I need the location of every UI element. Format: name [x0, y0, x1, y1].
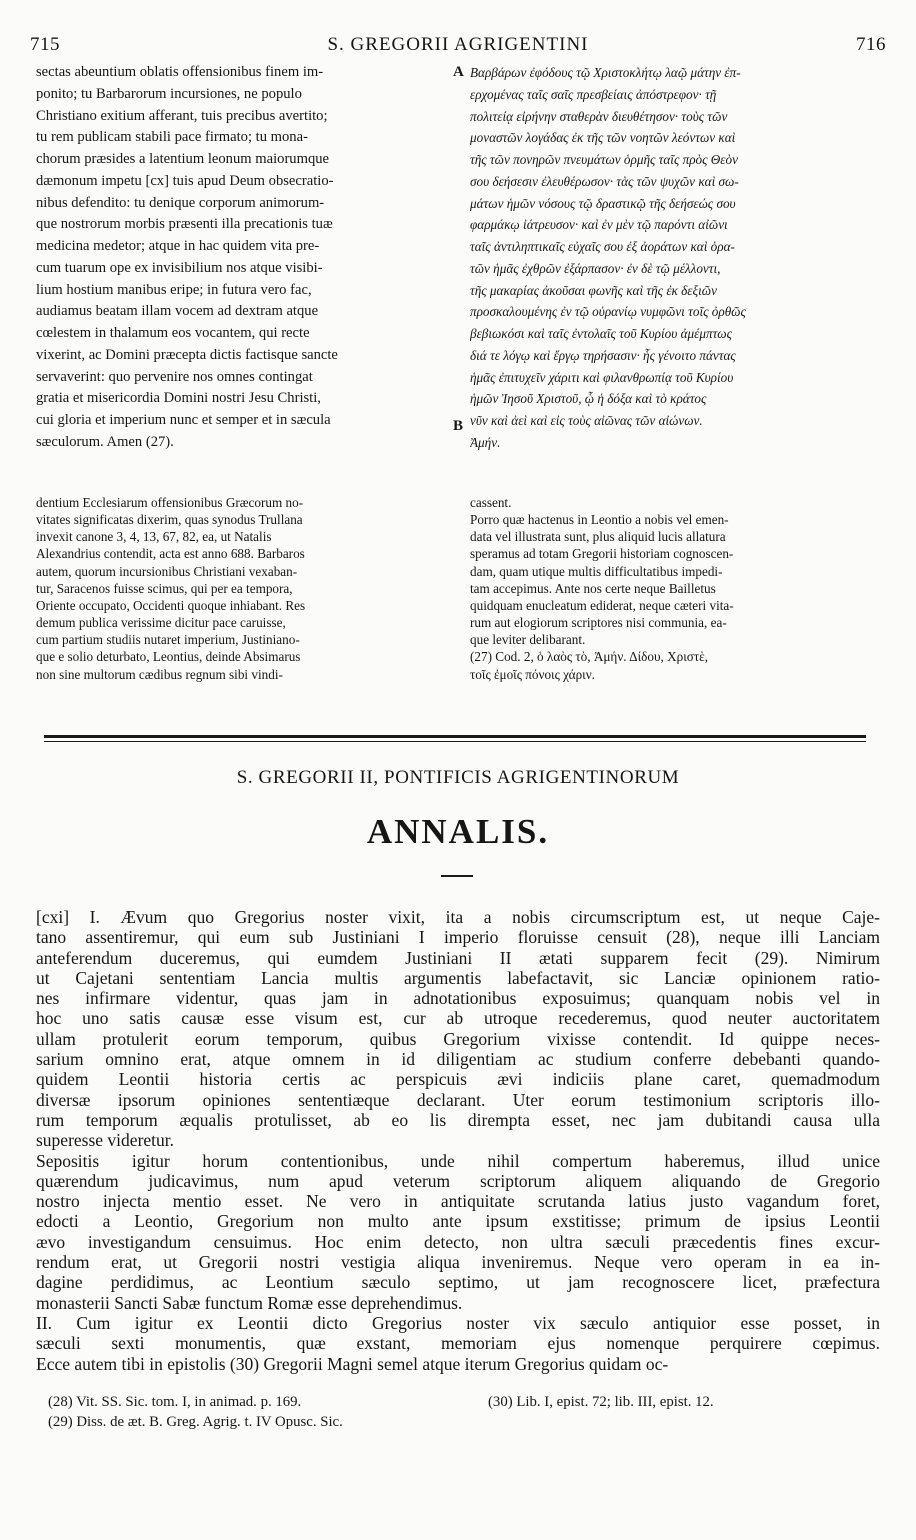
- greek-column-top: [470, 62, 882, 454]
- annalis-body-text: [36, 907, 880, 1374]
- text-line: quærendum judicavimus, num apud veterum scriptorum aliquem aliquando de Gregorio: [36, 1170, 880, 1191]
- text-line: μάτων ἡμῶν νόσους τῷ δραστικῷ τῆς δεήσεώς σου: [470, 195, 736, 211]
- text-line: νῦν καὶ ἀεὶ καὶ εἰς τοὺς αἰῶνας τῶν αἰώνων.: [470, 413, 703, 428]
- text-line: demum publica verissime dicitur pace caruisse,: [36, 615, 286, 631]
- text-line: cum tuarum ope ex invisibilium nos atque visibi-: [36, 259, 323, 276]
- text-line: σου δεήσεσιν ἐλευθέρωσον· τὰς τῶν ψυχῶν καὶ σω-: [470, 173, 739, 189]
- text-line: cœlestem in thalamum eos vocantem, qui recte: [36, 325, 310, 341]
- text-line: sarium omnino erat, atque omnem in id diligentiam ac studium conferre debebanti quando-: [36, 1049, 880, 1070]
- text-line: tano assentiremur, qui eum sub Justiniani I imperio floruisse censuit (28), neque illi Lanciam: [36, 927, 880, 948]
- text-line: ponito; tu Barbarorum incursiones, ne populo: [36, 85, 302, 102]
- commentary-notes-left: [36, 494, 448, 683]
- text-line: vixerint, ac Domini præcepta dictis factisque sancte: [36, 346, 338, 363]
- text-line: sectas abeuntium oblatis offensionibus finem im-: [36, 64, 324, 80]
- text-line: ἡμᾶς ἐπιτυχεῖν χάριτι καὶ φιλανθρωπίᾳ τοῦ Κυρίου: [470, 369, 734, 385]
- text-line: data vel illustrata sunt, plus aliquid lucis allatura: [470, 529, 726, 545]
- page-number-right: 716: [856, 34, 886, 55]
- text-line: cassent.: [470, 495, 512, 510]
- text-line: nes infirmare videntur, quas jam in adnotationibus exposuimus; quanquam nobis vel in: [36, 988, 880, 1009]
- text-line: φαρμάκῳ ἰάτρευσον· καὶ ἐν μὲν τῷ παρόντι αἰῶνι: [470, 217, 728, 233]
- text-line: Alexandrius contendit, acta est anno 688. Barbaros: [36, 546, 305, 562]
- text-line: nostro injecta mentio esset. Ne vero in antiquitate scrutanda latius justo vagandum foret,: [36, 1191, 880, 1212]
- main-title: ANNALIS.: [366, 812, 550, 851]
- footnotes-left: [48, 1392, 468, 1432]
- text-line: ταῖς ἀντιληπτικαῖς εὐχαῖς σου ἐξ ἀοράτων καὶ ὁρα-: [470, 239, 735, 254]
- commentary-notes-right: [470, 494, 882, 683]
- text-line: servaverint: quo pervenire nos omnes contingat: [36, 368, 313, 385]
- page-number-left: 715: [30, 34, 60, 55]
- text-line: Ecce autem tibi in epistolis (30) Gregorii Magni semel atque iterum Gregorius quidam oc-: [36, 1353, 669, 1374]
- text-line: τῆς τῶν πονηρῶν πνευμάτων ὁρμῆς ταῖς πρὸς Θεὸν: [470, 152, 738, 167]
- text-line: τῶν ἡμᾶς ἐχθρῶν ἐξάρπασον· ἐν δὲ τῷ μέλλοντι,: [470, 260, 721, 276]
- text-line: nibus defendito: tu denique corporum animorum-: [36, 194, 325, 211]
- text-line: gratia et misericordia Domini nostri Jesu Christi,: [36, 390, 321, 407]
- text-line: tu rem publicam stabili pace firmato; tu mona-: [36, 129, 308, 146]
- text-line: (28) Vit. SS. Sic. tom. I, in animad. p. 169.: [48, 1394, 302, 1410]
- text-line: ullam protulerit eorum temporum, quibus Gregorium vixisse contendit. Id quippe neces-: [36, 1028, 880, 1049]
- text-line: lium hostium manibus eripe; in futura vero fac,: [36, 281, 312, 298]
- section-divider-rule-thin: [44, 741, 866, 742]
- text-line: rendum erat, ut Gregorii nostri vestigia aliqua inveniremus. Neque vero operam in ea in-: [36, 1252, 880, 1273]
- text-line: invexit canone 3, 4, 13, 67, 82, ea, ut Natalis: [36, 529, 272, 545]
- text-line: βεβιωκόσι καὶ ταῖς ἐντολαῖς τοῦ Κυρίου ἀμέμπτως: [470, 326, 732, 341]
- text-line: Porro quæ hactenus in Leontio a nobis vel emen-: [470, 512, 729, 528]
- text-line: Oriente occupato, Occidenti quoque inhiabant. Res: [36, 597, 306, 613]
- text-line: tam accepimus. Ante nos certe neque Bailletus: [470, 580, 716, 596]
- text-line: sæculi sexti monumentis, quæ exstant, memoriam ejus nomenque perquirere cœpimus.: [36, 1333, 880, 1354]
- text-line: dam, quam utique multis difficultatibus impedi-: [470, 563, 723, 579]
- text-line: προσκαλουμένης ἐν τῷ οὐρανίῳ νυμφῶνι τοῖς ὀρθῶς: [470, 304, 746, 320]
- text-line: non sine multorum cædibus regnum sibi vindi-: [36, 666, 283, 682]
- text-line: ævo investigandum censuimus. Hoc enim detecto, non ultra sæculi præcedentis fines excur-: [36, 1231, 880, 1252]
- text-line: medicina medetor; atque in hac quidem vita pre-: [36, 238, 320, 254]
- text-line: διά τε λόγῳ καὶ ἔργῳ τηρήσασιν· ἧς γένοιτο πάντας: [470, 347, 736, 363]
- text-line: audiamus beatam illam vocem ad dextram atque: [36, 303, 319, 320]
- text-line: cum partium studiis nutaret imperium, Justiniano-: [36, 632, 300, 648]
- text-line: vitates significatas dixerim, quas synodus Trullana: [36, 512, 303, 528]
- text-line: rum aut elogiorum scriptores nisi communia, ea-: [470, 615, 727, 631]
- title-dash: [441, 875, 473, 877]
- text-line: chorum præsides a latentium leonum maiorumque: [36, 151, 330, 167]
- text-line: speramus ad totam Gregorii historiam cognoscen-: [470, 546, 734, 562]
- text-line: rum temporum æqualis protulisset, ab eo lis dirempta esset, nec jam dubitandi causa ulla: [36, 1109, 880, 1130]
- section-divider-rule: [44, 735, 866, 738]
- text-line: ἡμῶν Ἰησοῦ Χριστοῦ, ᾧ ἡ δόξα καὶ τὸ κράτος: [470, 391, 707, 407]
- text-line: Βαρβάρων ἐφόδους τῷ Χριστοκλήτῳ λαῷ μάτην ἐπ-: [470, 65, 741, 80]
- text-line: autem, quorum incursionibus Christiani vexaban-: [36, 563, 298, 579]
- text-line: que nostrorum morbis præsenti illa precationis tuæ: [36, 216, 333, 233]
- text-line: (30) Lib. I, epist. 72; lib. III, epist. 12.: [488, 1394, 714, 1410]
- text-line: quidem Leontii historia certis ac perspicuis ævi indiciis plane caret, quemadmodum: [36, 1069, 880, 1090]
- text-line: sæculorum. Amen (27).: [36, 433, 174, 450]
- text-line: ut Cajetani sententiam Lancia multis argumentis labefactavit, sic Lanciæ opinionem ratio-: [36, 967, 880, 988]
- margin-marker-b: B: [453, 418, 464, 434]
- text-line: dentium Ecclesiarum offensionibus Græcorum no-: [36, 495, 304, 510]
- text-line: monasterii Sancti Sabæ functum Romæ esse deprehendimus.: [36, 1292, 463, 1313]
- latin-column-top: [36, 62, 448, 454]
- text-line: πολιτείᾳ εἰρήνην σταθερὰν διευθέτησον· τοὺς τῶν: [470, 108, 728, 124]
- text-line: diversæ ipsorum opiniones sententiæque declarant. Uter eorum testimonium scriptoris illo-: [36, 1089, 880, 1110]
- text-line: (29) Diss. de æt. B. Greg. Agrig. t. IV Opusc. Sic.: [48, 1414, 343, 1430]
- footnotes-right: [488, 1392, 888, 1412]
- text-line: (27) Cod. 2, ὁ λαὸς τὸ, Ἀμήν. Δίδου, Χριστὲ,: [470, 649, 708, 665]
- text-line: quidquam enucleatum ediderat, neque cæteri vita-: [470, 597, 734, 613]
- text-line: [cxi] I. Ævum quo Gregorius noster vixit, ita a nobis circumscriptum est, ut neque Caje-: [36, 907, 880, 927]
- text-line: τοῖς ἐμοῖς πόνοις χάριν.: [470, 666, 595, 682]
- text-line: cui gloria et imperium nunc et semper et in sæcula: [36, 412, 331, 428]
- text-line: Christiano exitium afferant, tuis precibus avertito;: [36, 107, 328, 124]
- text-line: que leviter delibarant.: [470, 632, 586, 648]
- text-line: anteferendum duceremus, qui eumdem Justiniani II ætati supparem fecit (29). Nimirum: [36, 947, 880, 968]
- text-line: Sepositis igitur horum contentionibus, unde nihil compertum haberemus, illud unice: [36, 1150, 880, 1171]
- text-line: dæmonum impetu [cx] tuis apud Deum obsecratio-: [36, 172, 334, 189]
- text-line: que e solio deturbato, Leontius, deinde Absimarus: [36, 649, 301, 665]
- text-line: edocti a Leontio, Gregorium non multo ante ipsum exstitisse; primum de ipsius Leontii: [36, 1211, 880, 1232]
- text-line: superesse videretur.: [36, 1130, 175, 1151]
- text-line: ερχομένας ταῖς σαῖς πρεσβείαις ἀπόστρεφον· τῇ: [470, 86, 717, 102]
- text-line: II. Cum igitur ex Leontii dicto Gregorius noster vix sæculo antiquior esse posset, in: [36, 1312, 880, 1333]
- page-header: [30, 34, 886, 58]
- margin-marker-a: A: [453, 64, 464, 80]
- text-line: Ἀμήν.: [470, 434, 501, 450]
- running-title: S. GREGORII AGRIGENTINI: [327, 34, 589, 55]
- text-line: τῆς μακαρίας ἀκοῦσαι φωνῆς καὶ τῆς ἐκ δεξιῶν: [470, 282, 717, 298]
- text-line: μοναστῶν λογάδας ἐκ τῆς τῶν νοητῶν λεόντων καὶ: [470, 130, 736, 146]
- text-line: hoc uno satis causæ esse visum est, cur ab utroque recederemus, quod neuter auctoritatem: [36, 1008, 880, 1029]
- text-line: tur, Saracenos fuisse scimus, qui per ea tempora,: [36, 580, 293, 596]
- section-title: S. GREGORII II, PONTIFICIS AGRIGENTINORUM: [236, 767, 680, 788]
- text-line: dagine perdidimus, ac Leontium sæculo septimo, ut jam recognoscere licet, præfectura: [36, 1272, 880, 1293]
